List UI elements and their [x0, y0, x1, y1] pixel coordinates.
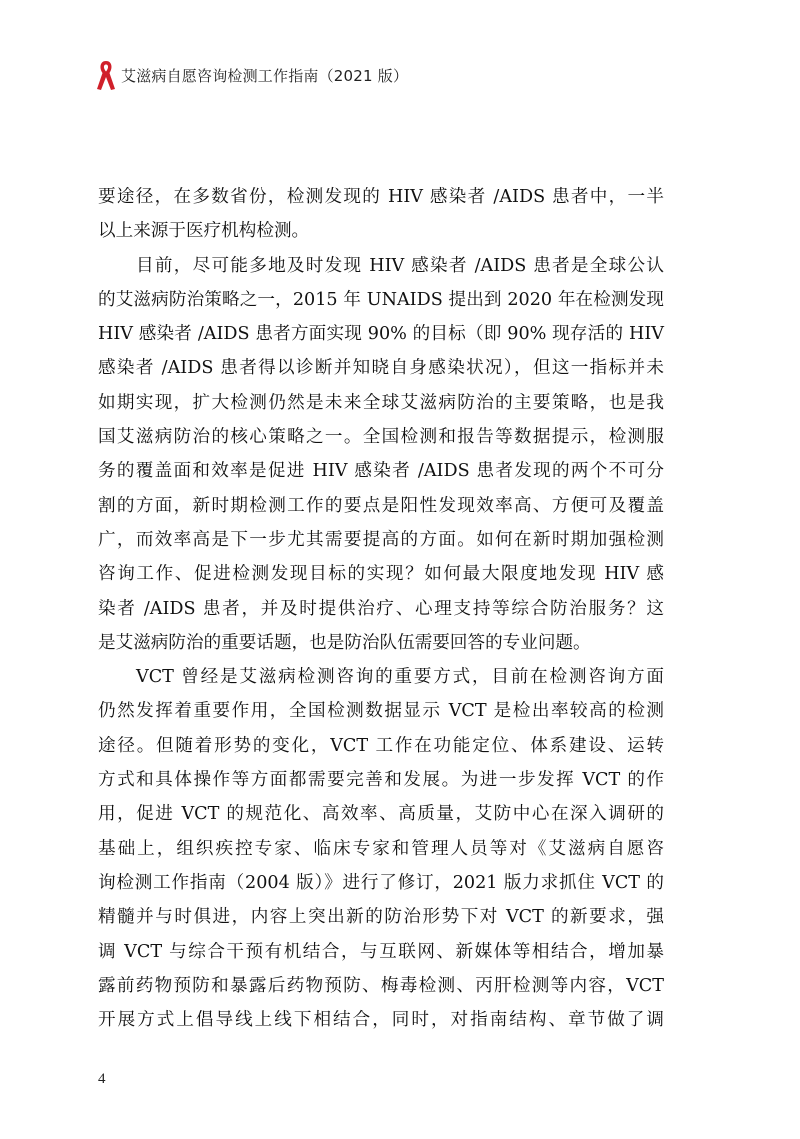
- paragraph-first-line: VCT 曾经是艾滋病检测咨询的重要方式，目前在检测咨询方面: [136, 667, 664, 688]
- text-line: 调 VCT 与综合干预有机结合，与互联网、新媒体等相结合，增加暴: [98, 941, 664, 962]
- text-line: 如期实现，扩大检测仍然是未来全球艾滋病防治的主要策略，也是我: [98, 392, 664, 413]
- text-line: 国艾滋病防治的核心策略之一。全国检测和报告等数据提示，检测服: [98, 427, 664, 448]
- text-line: 染者 /AIDS 患者，并及时提供治疗、心理支持等综合防治服务？这: [98, 598, 664, 619]
- text-line: 露前药物预防和暴露后药物预防、梅毒检测、丙肝检测等内容，VCT: [98, 975, 664, 996]
- text-line: 割的方面，新时期检测工作的要点是阳性发现效率高、方便可及覆盖: [98, 495, 664, 516]
- text-line: 方式和具体操作等方面都需要完善和发展。为进一步发挥 VCT 的作: [98, 770, 664, 791]
- running-header: [95, 58, 408, 92]
- red-ribbon-icon: [95, 59, 117, 91]
- text-line: 仍然发挥着重要作用，全国检测数据显示 VCT 是检出率较高的检测: [98, 701, 664, 722]
- text-line: 要途径，在多数省份，检测发现的 HIV 感染者 /AIDS 患者中，一半: [98, 187, 664, 207]
- text-line: 询检测工作指南（2004 版）》进行了修订，2021 版力求抓住 VCT 的: [98, 872, 664, 893]
- text-line: 广，而效率高是下一步尤其需要提高的方面。如何在新时期加强检测: [98, 529, 664, 550]
- text-line: 以上来源于医疗机构检测。: [98, 221, 310, 242]
- body-text: [98, 180, 664, 1037]
- text-line: 开展方式上倡导线上线下相结合，同时，对指南结构、章节做了调: [98, 1010, 664, 1031]
- text-line: 基础上，组织疾控专家、临床专家和管理人员等对《艾滋病自愿咨: [98, 838, 664, 859]
- text-line: HIV 感染者 /AIDS 患者方面实现 90% 的目标（即 90% 现存活的 HIV: [98, 324, 664, 345]
- text-line: 是艾滋病防治的重要话题，也是防治队伍需要回答的专业问题。: [98, 632, 591, 653]
- text-line: 的艾滋病防治策略之一，2015 年 UNAIDS 提出到 2020 年在检测发现: [98, 289, 664, 310]
- running-header-title: 艾滋病自愿咨询检测工作指南（2021 版）: [121, 66, 409, 85]
- text-line: 咨询工作、促进检测发现目标的实现？如何最大限度地发现 HIV 感: [98, 564, 664, 585]
- paragraph-first-line: 目前，尽可能多地及时发现 HIV 感染者 /AIDS 患者是全球公认: [136, 255, 664, 276]
- text-line: 途径。但随着形势的变化，VCT 工作在功能定位、体系建设、运转: [98, 735, 664, 756]
- page-number: 4: [98, 1071, 106, 1087]
- text-line: 用，促进 VCT 的规范化、高效率、高质量，艾防中心在深入调研的: [98, 804, 664, 825]
- text-line: 精髓并与时俱进，内容上突出新的防治形势下对 VCT 的新要求，强: [98, 907, 664, 928]
- text-line: 务的覆盖面和效率是促进 HIV 感染者 /AIDS 患者发现的两个不可分: [98, 461, 664, 482]
- text-line: 感染者 /AIDS 患者得以诊断并知晓自身感染状况），但这一指标并未: [98, 358, 664, 379]
